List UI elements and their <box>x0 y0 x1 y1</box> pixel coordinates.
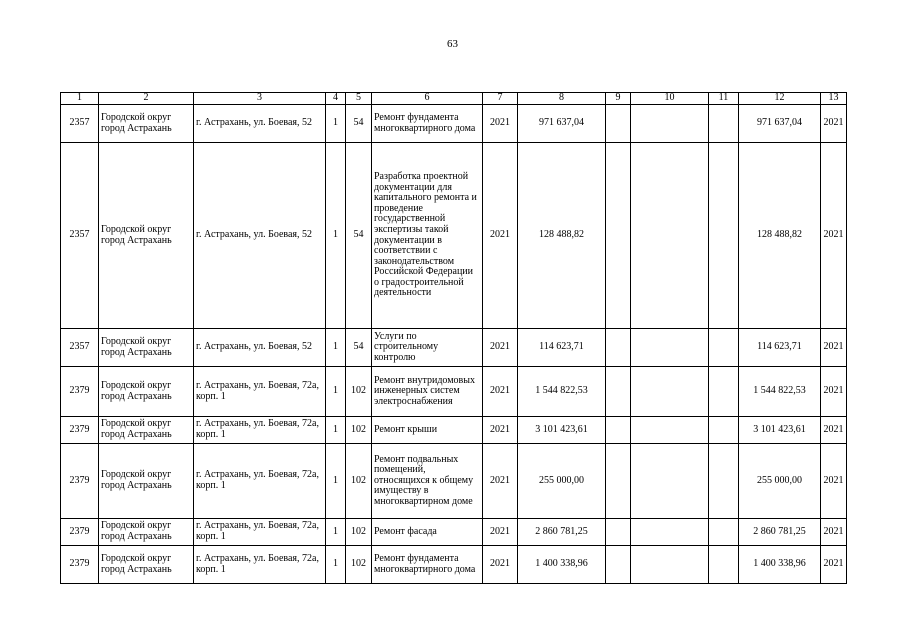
column-9-cell <box>606 329 631 367</box>
column-header: 9 <box>606 93 631 105</box>
column-10-cell <box>631 329 709 367</box>
column-11-cell <box>709 329 739 367</box>
column-header: 2 <box>99 93 194 105</box>
address-cell: г. Астрахань, ул. Боевая, 52 <box>194 143 326 329</box>
repair-program-table <box>60 92 847 584</box>
work-type-cell: Разработка проектной документации для капитального ремонта и проведение государственной экспертизы такой документации в соответствии с законодательством Российской Федерации о градостроительной деятельности <box>372 143 483 329</box>
column-4-cell: 1 <box>326 143 346 329</box>
column-header: 6 <box>372 93 483 105</box>
year-cell: 2021 <box>483 444 518 519</box>
total-cost-cell: 1 544 822,53 <box>518 367 606 417</box>
year-cell: 2021 <box>483 329 518 367</box>
column-13-year-cell: 2021 <box>821 105 847 143</box>
address-cell: г. Астрахань, ул. Боевая, 72а, корп. 1 <box>194 417 326 444</box>
work-type-cell: Ремонт внутридомовых инженерных систем электроснабжения <box>372 367 483 417</box>
table-row <box>61 444 847 519</box>
row-id: 2379 <box>61 519 99 546</box>
column-11-cell <box>709 105 739 143</box>
column-10-cell <box>631 546 709 584</box>
column-12-cost-cell: 114 623,71 <box>739 329 821 367</box>
column-5-cell: 102 <box>346 546 372 584</box>
column-4-cell: 1 <box>326 444 346 519</box>
total-cost-cell: 2 860 781,25 <box>518 519 606 546</box>
table-row <box>61 143 847 329</box>
row-id: 2357 <box>61 329 99 367</box>
column-5-cell: 102 <box>346 519 372 546</box>
column-4-cell: 1 <box>326 417 346 444</box>
column-4-cell: 1 <box>326 367 346 417</box>
column-10-cell <box>631 519 709 546</box>
municipality-cell: Городской округ город Астрахань <box>99 444 194 519</box>
column-5-cell: 54 <box>346 329 372 367</box>
year-cell: 2021 <box>483 519 518 546</box>
column-12-cost-cell: 1 400 338,96 <box>739 546 821 584</box>
column-5-cell: 102 <box>346 444 372 519</box>
column-9-cell <box>606 444 631 519</box>
municipality-cell: Городской округ город Астрахань <box>99 143 194 329</box>
column-12-cost-cell: 255 000,00 <box>739 444 821 519</box>
year-cell: 2021 <box>483 546 518 584</box>
year-cell: 2021 <box>483 417 518 444</box>
total-cost-cell: 255 000,00 <box>518 444 606 519</box>
year-cell: 2021 <box>483 105 518 143</box>
year-cell: 2021 <box>483 143 518 329</box>
address-cell: г. Астрахань, ул. Боевая, 72а, корп. 1 <box>194 444 326 519</box>
column-number-row <box>61 93 847 105</box>
column-header: 7 <box>483 93 518 105</box>
year-cell: 2021 <box>483 367 518 417</box>
column-header: 13 <box>821 93 847 105</box>
column-9-cell <box>606 417 631 444</box>
column-4-cell: 1 <box>326 105 346 143</box>
table-row <box>61 417 847 444</box>
column-13-year-cell: 2021 <box>821 519 847 546</box>
column-13-year-cell: 2021 <box>821 417 847 444</box>
address-cell: г. Астрахань, ул. Боевая, 72а, корп. 1 <box>194 546 326 584</box>
column-4-cell: 1 <box>326 519 346 546</box>
column-5-cell: 54 <box>346 143 372 329</box>
column-header: 12 <box>739 93 821 105</box>
column-9-cell <box>606 105 631 143</box>
column-11-cell <box>709 417 739 444</box>
total-cost-cell: 3 101 423,61 <box>518 417 606 444</box>
column-13-year-cell: 2021 <box>821 143 847 329</box>
row-id: 2379 <box>61 546 99 584</box>
column-13-year-cell: 2021 <box>821 444 847 519</box>
address-cell: г. Астрахань, ул. Боевая, 52 <box>194 105 326 143</box>
row-id: 2379 <box>61 367 99 417</box>
column-10-cell <box>631 417 709 444</box>
column-11-cell <box>709 519 739 546</box>
row-id: 2357 <box>61 105 99 143</box>
column-header: 4 <box>326 93 346 105</box>
table-row <box>61 367 847 417</box>
municipality-cell: Городской округ город Астрахань <box>99 329 194 367</box>
work-type-cell: Ремонт фасада <box>372 519 483 546</box>
column-13-year-cell: 2021 <box>821 367 847 417</box>
work-type-cell: Услуги по строительному контролю <box>372 329 483 367</box>
table-row <box>61 329 847 367</box>
column-9-cell <box>606 367 631 417</box>
address-cell: г. Астрахань, ул. Боевая, 72а, корп. 1 <box>194 367 326 417</box>
column-9-cell <box>606 546 631 584</box>
page-number: 63 <box>447 38 458 50</box>
column-11-cell <box>709 444 739 519</box>
work-type-cell: Ремонт фундамента многоквартирного дома <box>372 546 483 584</box>
column-11-cell <box>709 143 739 329</box>
column-4-cell: 1 <box>326 546 346 584</box>
total-cost-cell: 128 488,82 <box>518 143 606 329</box>
table-row <box>61 519 847 546</box>
column-10-cell <box>631 367 709 417</box>
column-header: 8 <box>518 93 606 105</box>
column-10-cell <box>631 444 709 519</box>
column-12-cost-cell: 128 488,82 <box>739 143 821 329</box>
column-13-year-cell: 2021 <box>821 546 847 584</box>
municipality-cell: Городской округ город Астрахань <box>99 367 194 417</box>
column-12-cost-cell: 3 101 423,61 <box>739 417 821 444</box>
column-9-cell <box>606 143 631 329</box>
column-11-cell <box>709 546 739 584</box>
total-cost-cell: 114 623,71 <box>518 329 606 367</box>
column-10-cell <box>631 105 709 143</box>
work-type-cell: Ремонт крыши <box>372 417 483 444</box>
column-5-cell: 102 <box>346 417 372 444</box>
municipality-cell: Городской округ город Астрахань <box>99 105 194 143</box>
column-12-cost-cell: 2 860 781,25 <box>739 519 821 546</box>
column-header: 3 <box>194 93 326 105</box>
total-cost-cell: 971 637,04 <box>518 105 606 143</box>
column-11-cell <box>709 367 739 417</box>
municipality-cell: Городской округ город Астрахань <box>99 546 194 584</box>
address-cell: г. Астрахань, ул. Боевая, 52 <box>194 329 326 367</box>
total-cost-cell: 1 400 338,96 <box>518 546 606 584</box>
work-type-cell: Ремонт фундамента многоквартирного дома <box>372 105 483 143</box>
column-13-year-cell: 2021 <box>821 329 847 367</box>
table-row <box>61 546 847 584</box>
row-id: 2357 <box>61 143 99 329</box>
column-header: 11 <box>709 93 739 105</box>
column-5-cell: 54 <box>346 105 372 143</box>
column-12-cost-cell: 971 637,04 <box>739 105 821 143</box>
column-header: 10 <box>631 93 709 105</box>
column-header: 5 <box>346 93 372 105</box>
municipality-cell: Городской округ город Астрахань <box>99 417 194 444</box>
column-5-cell: 102 <box>346 367 372 417</box>
column-header: 1 <box>61 93 99 105</box>
row-id: 2379 <box>61 444 99 519</box>
column-10-cell <box>631 143 709 329</box>
column-9-cell <box>606 519 631 546</box>
municipality-cell: Городской округ город Астрахань <box>99 519 194 546</box>
table-row <box>61 105 847 143</box>
row-id: 2379 <box>61 417 99 444</box>
column-4-cell: 1 <box>326 329 346 367</box>
work-type-cell: Ремонт подвальных помещений, относящихся к общему имуществу в многоквартирном доме <box>372 444 483 519</box>
address-cell: г. Астрахань, ул. Боевая, 72а, корп. 1 <box>194 519 326 546</box>
column-12-cost-cell: 1 544 822,53 <box>739 367 821 417</box>
